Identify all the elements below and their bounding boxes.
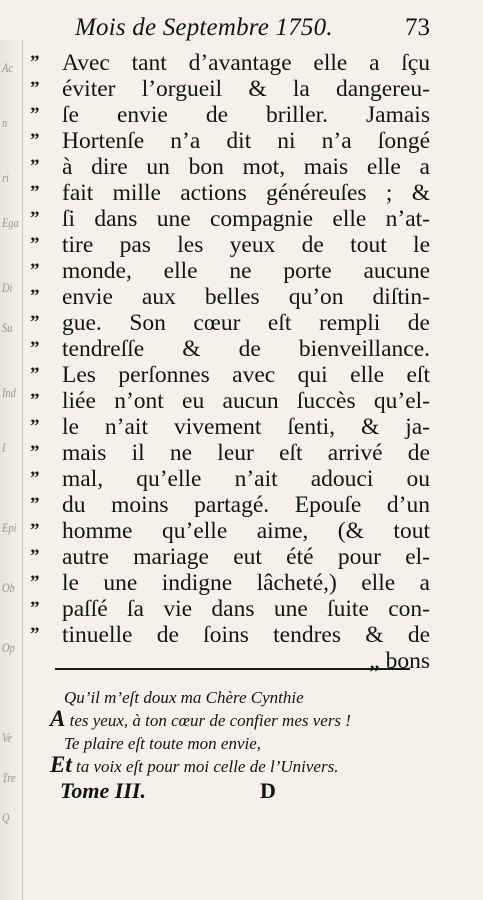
line-text: envie aux belles qu’on diſtin- (62, 284, 430, 310)
line-text: mais il ne leur eſt arrivé de (62, 440, 430, 466)
line-text: „ bons (369, 648, 430, 674)
text-line (30, 180, 430, 206)
line-text: ſe envie de briller. Jamais (62, 102, 430, 128)
text-line (30, 414, 430, 440)
verse-text: tes yeux, à ton cœur de confier mes vers ! (65, 711, 351, 730)
text-line (30, 622, 430, 648)
quote-mark: ” (30, 546, 39, 567)
text-line (30, 284, 430, 310)
verse-line (50, 684, 430, 707)
line-text: Avec tant d’avantage elle a ſçu (62, 50, 430, 76)
quote-mark: ” (30, 312, 39, 333)
quote-mark: ” (30, 286, 39, 307)
text-line (30, 336, 430, 362)
text-line (30, 466, 430, 492)
line-text: tendreſſe & de bienveillance. (62, 336, 430, 362)
quote-mark: ” (30, 234, 39, 255)
line-text: tire pas les yeux de tout le (62, 232, 430, 258)
quote-mark: ” (30, 442, 39, 463)
quote-mark: ” (30, 468, 39, 489)
text-line (30, 388, 430, 414)
line-text: ſi dans une compagnie elle n’at- (62, 206, 430, 232)
line-text: autre mariage eut été pour el- (62, 544, 430, 570)
verse-line (50, 707, 430, 730)
verse-text: Qu’il m’eſt doux ma Chère Cynthie (64, 688, 304, 707)
horizontal-rule (55, 668, 410, 670)
text-line (30, 310, 430, 336)
verse-initial: A (50, 706, 66, 731)
text-line (30, 232, 430, 258)
line-text: le n’ait vivement ſenti, & ja- (62, 414, 430, 440)
page-header-title: Mois de Septembre 1750. (75, 14, 333, 41)
quote-mark: ” (30, 156, 39, 177)
quote-mark: ” (30, 598, 39, 619)
quote-mark: ” (30, 364, 39, 385)
quote-mark: ” (30, 260, 39, 281)
quote-mark: ” (30, 390, 39, 411)
line-text: mal, qu’elle n’ait adouci ou (62, 466, 430, 492)
text-line (30, 128, 430, 154)
text-line (30, 362, 430, 388)
text-line (30, 154, 430, 180)
text-line (30, 544, 430, 570)
quote-mark: ” (30, 624, 39, 645)
line-text: éviter l’orgueil & la dangereu- (62, 76, 430, 102)
quote-mark: ” (30, 416, 39, 437)
quote-mark: ” (30, 104, 39, 125)
text-line (30, 596, 430, 622)
verse-text: ta voix eſt pour moi celle de l’Univers. (71, 757, 339, 776)
page-number: 73 (405, 14, 430, 41)
verse-block (50, 684, 430, 776)
text-line (30, 258, 430, 284)
verse-line (50, 730, 430, 753)
line-text: tinuelle de ſoins tendres & de (62, 622, 430, 648)
line-text: paſſé ſa vie dans une ſuite con- (62, 596, 430, 622)
quote-mark: ” (30, 208, 39, 229)
text-line (30, 648, 430, 674)
text-line (30, 440, 430, 466)
text-line (30, 206, 430, 232)
quote-mark: ” (30, 520, 39, 541)
facing-page-bleed: Ac n ri Ega Di Su Ind I Epi Ob Op Ve Tre Q (0, 40, 23, 900)
quote-mark: ” (30, 52, 39, 73)
signature-mark: D (260, 778, 276, 803)
running-header (75, 14, 430, 48)
line-text: gue. Son cœur eſt rempli de (62, 310, 430, 336)
body-text (30, 50, 430, 674)
quote-mark: ” (30, 338, 39, 359)
text-line (30, 102, 430, 128)
text-line (30, 492, 430, 518)
line-text: Les perſonnes avec qui elle eſt (62, 362, 430, 388)
text-line (30, 570, 430, 596)
line-text: liée n’ont eu aucun ſuccès qu’el- (62, 388, 430, 414)
text-line (30, 50, 430, 76)
line-text: du moins partagé. Epouſe d’un (62, 492, 430, 518)
verse-line (50, 753, 430, 776)
line-text: fait mille actions généreuſes ; & (62, 180, 430, 206)
quote-mark: ” (30, 494, 39, 515)
line-text: homme qu’elle aime, (& tout (62, 518, 430, 544)
verse-initial: Et (50, 752, 72, 777)
line-text: à dire un bon mot, mais elle a (62, 154, 430, 180)
quote-mark: ” (30, 78, 39, 99)
line-text: Hortenſe n’a dit ni n’a ſongé (62, 128, 430, 154)
line-text: le une indigne lâcheté,) elle a (62, 570, 430, 596)
volume-label: Tome III. (60, 778, 146, 803)
text-line (30, 518, 430, 544)
page-footer (60, 778, 360, 812)
verse-text: Te plaire eſt toute mon envie, (64, 734, 262, 753)
line-text: monde, elle ne porte aucune (62, 258, 430, 284)
text-line (30, 76, 430, 102)
quote-mark: ” (30, 182, 39, 203)
quote-mark: ” (30, 572, 39, 593)
quote-mark: ” (30, 130, 39, 151)
